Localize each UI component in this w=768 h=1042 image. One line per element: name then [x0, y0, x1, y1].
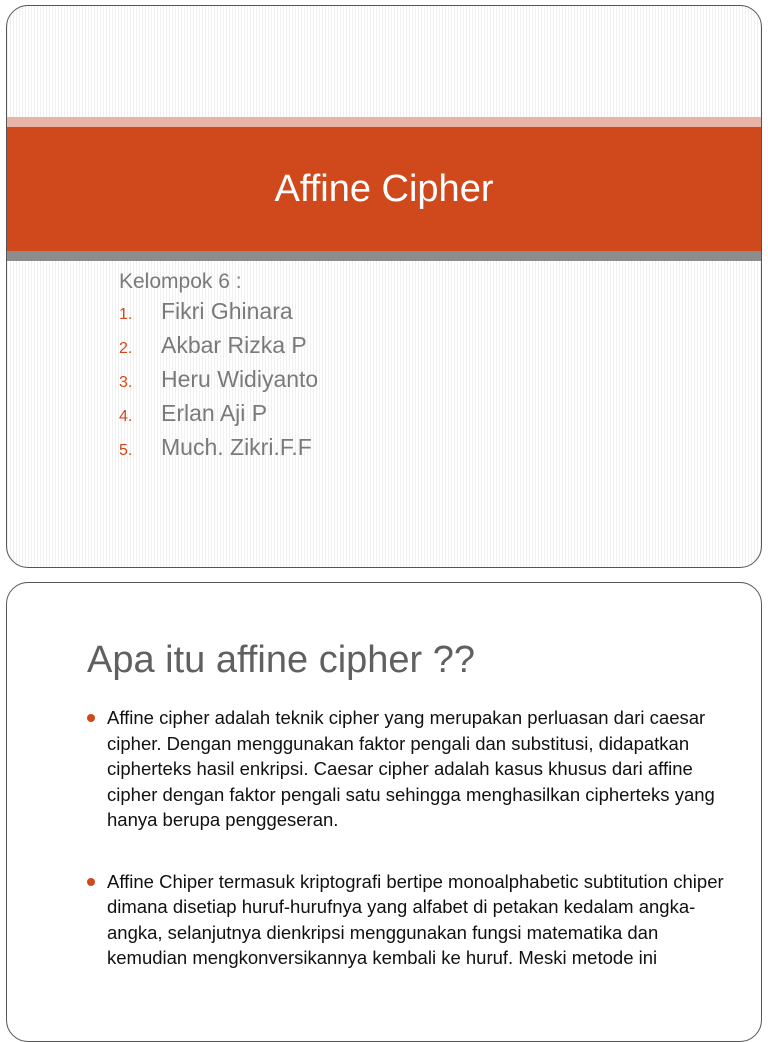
- member-number: 5.: [119, 442, 133, 459]
- member-number: 4.: [119, 408, 133, 425]
- member-number: 3.: [119, 374, 133, 391]
- bullet-item: [85, 705, 725, 833]
- member-name: Much. Zikri.F.F: [161, 434, 312, 460]
- bullet-text: Affine cipher adalah teknik cipher yang merupakan perluasan dari caesar cipher. Dengan menggunakan faktor pengali dan substitusi, didapatkan cipherteks hasil enkripsi. Caesar cipher adalah kasus khusus dari affine cipher dengan faktor pengali satu sehingga menghasilkan cipherteks yang hanya berupa penggeseran.: [107, 707, 715, 830]
- group-label: Kelompok 6 :: [119, 270, 242, 293]
- member-list: [119, 296, 318, 466]
- group-section: [119, 268, 318, 466]
- bullet-text: Affine Chiper termasuk kriptografi bertipe monoalphabetic subtitution chiper dimana disetiap huruf-hurufnya yang alfabet di petakan kedalam angka-angka, selanjutnya dienkripsi menggunakan fungsi matematika dan kemudian mengkonversikannya kembali ke huruf. Meski metode ini: [107, 870, 724, 968]
- bullet-dot-icon: [87, 714, 95, 722]
- member-number: 2.: [119, 340, 133, 357]
- member-name: Akbar Rizka P: [161, 332, 307, 358]
- title-band-bottom-stripe: [7, 251, 761, 261]
- content-slide: [6, 582, 762, 1042]
- title-band-top-stripe: [7, 117, 761, 127]
- member-item: [119, 432, 318, 466]
- member-name: Fikri Ghinara: [161, 298, 293, 324]
- member-item: [119, 398, 318, 432]
- member-name: Heru Widiyanto: [161, 366, 319, 392]
- bullet-item: [85, 869, 725, 971]
- member-item: [119, 364, 318, 398]
- member-item: [119, 330, 318, 364]
- member-name: Erlan Aji P: [161, 400, 268, 426]
- title-band: [7, 127, 761, 251]
- member-item: [119, 296, 318, 330]
- title-slide: [6, 5, 762, 568]
- content-slide-title: Apa itu affine cipher ??: [87, 639, 476, 681]
- slide-title: Affine Cipher: [274, 167, 494, 210]
- bullet-list: [85, 705, 725, 971]
- bullet-dot-icon: [87, 878, 95, 886]
- member-number: 1.: [119, 306, 133, 323]
